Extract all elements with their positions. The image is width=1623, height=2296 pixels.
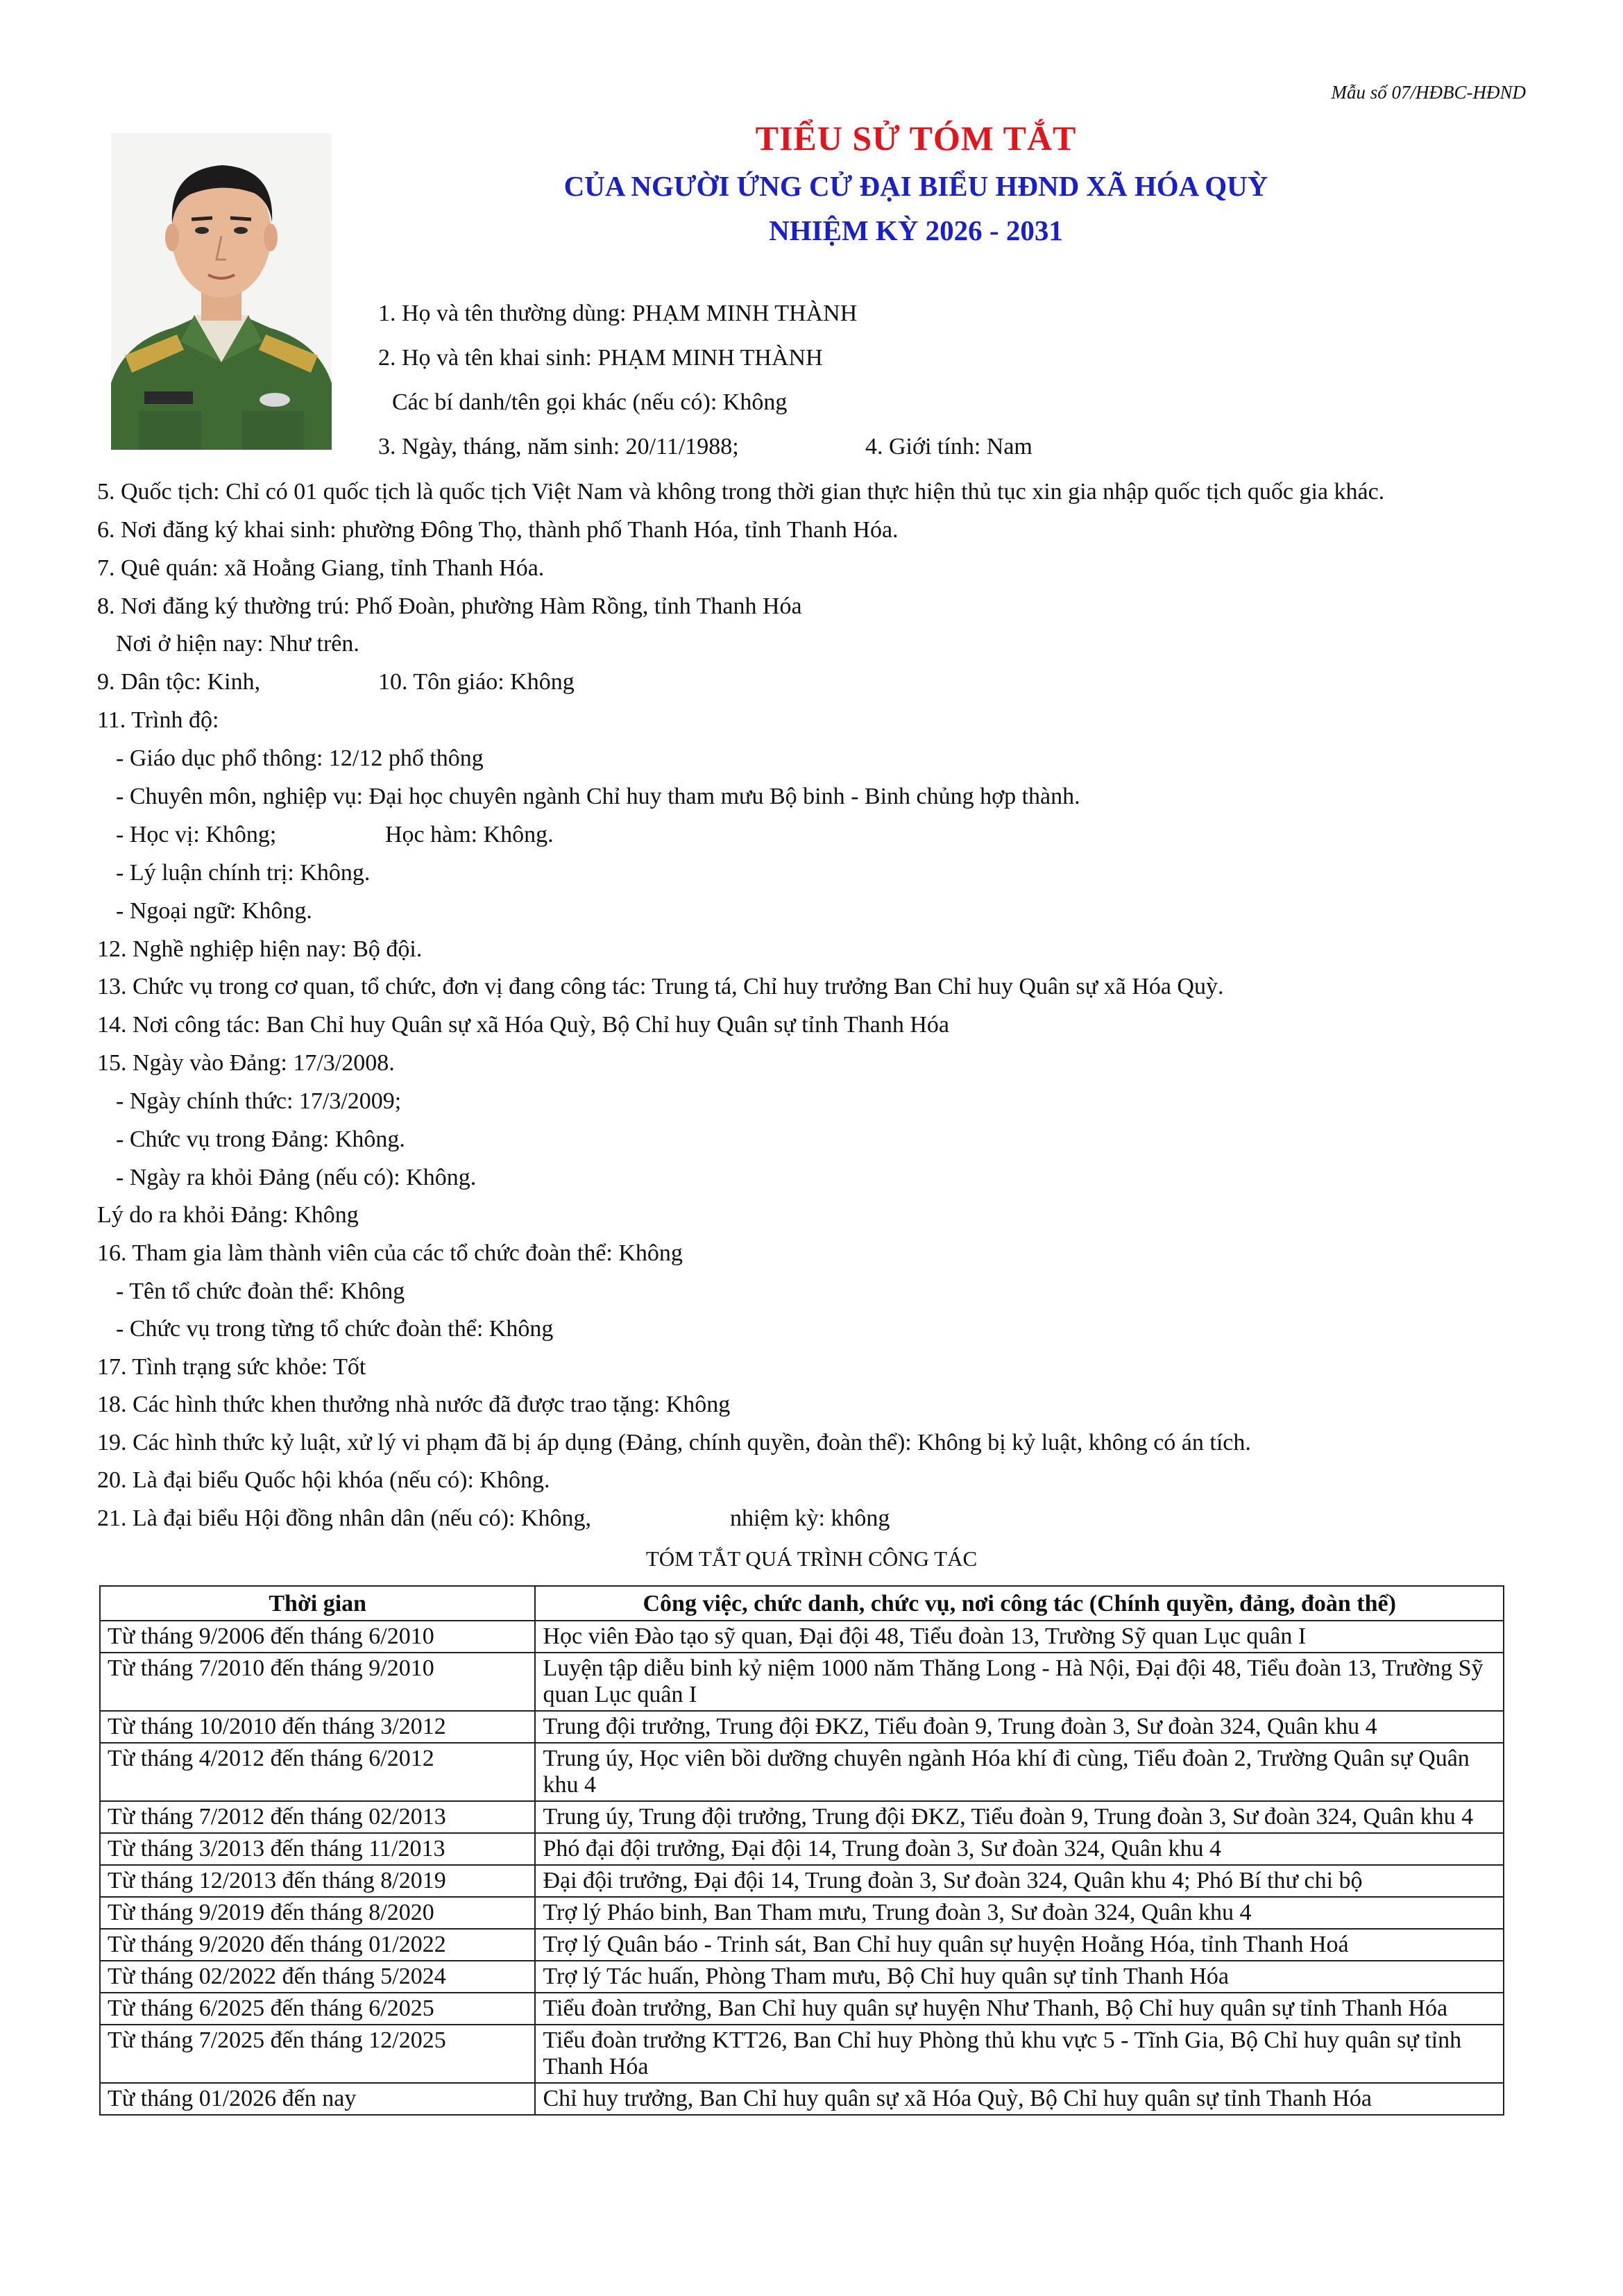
row-time: Từ tháng 7/2012 đến tháng 02/2013 bbox=[100, 1801, 535, 1833]
table-row bbox=[100, 1897, 1504, 1929]
table-row bbox=[100, 1621, 1504, 1653]
bio-line-15a: - Ngày chính thức: 17/3/2009; bbox=[116, 1088, 402, 1114]
bio-line-20: 20. Là đại biểu Quốc hội khóa (nếu có): Không. bbox=[97, 1467, 550, 1493]
row-position: Học viên Đào tạo sỹ quan, Đại đội 48, Tiểu đoàn 13, Trường Sỹ quan Lục quân I bbox=[535, 1621, 1504, 1653]
column-header-time: Thời gian bbox=[100, 1586, 535, 1621]
row-time: Từ tháng 6/2025 đến tháng 6/2025 bbox=[100, 1993, 535, 2025]
row-position: Tiểu đoàn trưởng, Ban Chỉ huy quân sự huyện Như Thanh, Bộ Chỉ huy quân sự tỉnh Thanh Hóa bbox=[535, 1993, 1504, 2025]
row-position: Đại đội trưởng, Đại đội 14, Trung đoàn 3, Sư đoàn 324, Quân khu 4; Phó Bí thư chi bộ bbox=[535, 1865, 1504, 1897]
row-time: Từ tháng 4/2012 đến tháng 6/2012 bbox=[100, 1743, 535, 1801]
table-row bbox=[100, 1801, 1504, 1833]
bio-line-12: 12. Nghề nghiệp hiện nay: Bộ đội. bbox=[97, 936, 423, 962]
bio-line-6: 6. Nơi đăng ký khai sinh: phường Đông Thọ, thành phố Thanh Hóa, tỉnh Thanh Hóa. bbox=[97, 517, 899, 543]
row-time: Từ tháng 7/2010 đến tháng 9/2010 bbox=[100, 1653, 535, 1711]
bio-line-21a: 21. Là đại biểu Hội đồng nhân dân (nếu có): Không, bbox=[97, 1505, 591, 1531]
form-code: Mẫu số 07/HĐBC-HĐND bbox=[1331, 82, 1526, 103]
row-position: Phó đại đội trưởng, Đại đội 14, Trung đoàn 3, Sư đoàn 324, Quân khu 4 bbox=[535, 1833, 1504, 1865]
career-table bbox=[99, 1585, 1504, 2116]
title-block bbox=[389, 118, 1443, 247]
row-time: Từ tháng 02/2022 đến tháng 5/2024 bbox=[100, 1961, 535, 1993]
bio-line-9: 9. Dân tộc: Kinh, bbox=[97, 669, 261, 695]
row-time: Từ tháng 9/2006 đến tháng 6/2010 bbox=[100, 1621, 535, 1653]
bio-line-11c1: - Học vị: Không; bbox=[116, 822, 277, 847]
bio-line-15: 15. Ngày vào Đảng: 17/3/2008. bbox=[97, 1050, 395, 1076]
bio-line-17: 17. Tình trạng sức khỏe: Tốt bbox=[97, 1354, 366, 1380]
bio-line-16: 16. Tham gia làm thành viên của các tổ chức đoàn thể: Không bbox=[97, 1240, 683, 1266]
bio-line-15c: - Ngày ra khỏi Đảng (nếu có): Không. bbox=[116, 1165, 477, 1190]
bio-line-19: 19. Các hình thức kỷ luật, xử lý vi phạm đã bị áp dụng (Đảng, chính quyền, đoàn thể): Không bị kỷ luật, không có án tích. bbox=[97, 1430, 1251, 1455]
bio-line-11c2: Học hàm: Không. bbox=[385, 822, 554, 847]
table-row bbox=[100, 1929, 1504, 1961]
bio-line-11: 11. Trình độ: bbox=[97, 707, 219, 733]
candidate-photo bbox=[111, 133, 332, 450]
career-header-row bbox=[100, 1586, 1504, 1621]
bio-line-15b: - Chức vụ trong Đảng: Không. bbox=[116, 1126, 405, 1152]
row-time: Từ tháng 12/2013 đến tháng 8/2019 bbox=[100, 1865, 535, 1897]
bio-line-3: 3. Ngày, tháng, năm sinh: 20/11/1988; bbox=[378, 434, 739, 459]
row-position: Trợ lý Pháo binh, Ban Tham mưu, Trung đoàn 3, Sư đoàn 324, Quân khu 4 bbox=[535, 1897, 1504, 1929]
row-time: Từ tháng 01/2026 đến nay bbox=[100, 2083, 535, 2115]
bio-line-15d: Lý do ra khỏi Đảng: Không bbox=[97, 1202, 359, 1228]
bio-line-11b: - Chuyên môn, nghiệp vụ: Đại học chuyên ngành Chỉ huy tham mưu Bộ binh - Binh chủng hợp thành. bbox=[116, 784, 1080, 809]
bio-line-8b: Nơi ở hiện nay: Như trên. bbox=[116, 631, 359, 657]
row-position: Trợ lý Quân báo - Trinh sát, Ban Chỉ huy quân sự huyện Hoằng Hóa, tỉnh Thanh Hoá bbox=[535, 1929, 1504, 1961]
bio-line-11d: - Lý luận chính trị: Không. bbox=[116, 860, 371, 886]
row-position: Trung đội trưởng, Trung đội ĐKZ, Tiểu đoàn 9, Trung đoàn 3, Sư đoàn 324, Quân khu 4 bbox=[535, 1711, 1504, 1743]
row-time: Từ tháng 7/2025 đến tháng 12/2025 bbox=[100, 2025, 535, 2083]
bio-line-21b: nhiệm kỳ: không bbox=[730, 1505, 890, 1531]
row-position: Trung úy, Trung đội trưởng, Trung đội ĐKZ, Tiểu đoàn 9, Trung đoàn 3, Sư đoàn 324, Quân khu 4 bbox=[535, 1801, 1504, 1833]
document-term: NHIỆM KỲ 2026 - 2031 bbox=[769, 214, 1063, 246]
table-row bbox=[100, 1993, 1504, 2025]
table-row bbox=[100, 2083, 1504, 2115]
bio-line-2b: Các bí danh/tên gọi khác (nếu có): Không bbox=[392, 389, 788, 415]
table-row bbox=[100, 1743, 1504, 1801]
table-row bbox=[100, 1833, 1504, 1865]
table-row bbox=[100, 1865, 1504, 1897]
bio-line-16a: - Tên tổ chức đoàn thể: Không bbox=[116, 1278, 405, 1304]
bio-line-13: 13. Chức vụ trong cơ quan, tổ chức, đơn vị đang công tác: Trung tá, Chỉ huy trưởng Ban Chỉ huy Quân sự xã Hóa Quỳ. bbox=[97, 974, 1224, 999]
row-time: Từ tháng 9/2019 đến tháng 8/2020 bbox=[100, 1897, 535, 1929]
document-title: TIỂU SỬ TÓM TẮT bbox=[755, 119, 1077, 158]
table-row bbox=[100, 1653, 1504, 1711]
bio-line-14: 14. Nơi công tác: Ban Chỉ huy Quân sự xã Hóa Quỳ, Bộ Chỉ huy Quân sự tỉnh Thanh Hóa bbox=[97, 1012, 950, 1038]
bio-line-11a: - Giáo dục phổ thông: 12/12 phổ thông bbox=[116, 745, 484, 771]
row-time: Từ tháng 3/2013 đến tháng 11/2013 bbox=[100, 1833, 535, 1865]
row-position: Trợ lý Tác huấn, Phòng Tham mưu, Bộ Chỉ huy quân sự tỉnh Thanh Hóa bbox=[535, 1961, 1504, 1993]
row-position: Trung úy, Học viên bồi dưỡng chuyên ngành Hóa khí đi cùng, Tiểu đoàn 2, Trường Quân sự Quân khu 4 bbox=[535, 1743, 1504, 1801]
row-time: Từ tháng 10/2010 đến tháng 3/2012 bbox=[100, 1711, 535, 1743]
bio-line-16b: - Chức vụ trong từng tổ chức đoàn thể: Không bbox=[116, 1316, 554, 1342]
bio-line-10: 10. Tôn giáo: Không bbox=[378, 669, 575, 695]
table-row bbox=[100, 1711, 1504, 1743]
bio-line-8: 8. Nơi đăng ký thường trú: Phố Đoàn, phường Hàm Rồng, tỉnh Thanh Hóa bbox=[97, 593, 802, 619]
row-position: Chỉ huy trưởng, Ban Chỉ huy quân sự xã Hóa Quỳ, Bộ Chỉ huy quân sự tỉnh Thanh Hóa bbox=[535, 2083, 1504, 2115]
career-caption: TÓM TẮT QUÁ TRÌNH CÔNG TÁC bbox=[645, 1546, 978, 1571]
bio-line-2: 2. Họ và tên khai sinh: PHẠM MINH THÀNH bbox=[378, 345, 823, 371]
bio-line-1: 1. Họ và tên thường dùng: PHẠM MINH THÀNH bbox=[378, 301, 858, 326]
row-position: Tiểu đoàn trưởng KTT26, Ban Chỉ huy Phòng thủ khu vực 5 - Tĩnh Gia, Bộ Chỉ huy quân sự tỉnh Thanh Hóa bbox=[535, 2025, 1504, 2083]
column-header-position: Công việc, chức danh, chức vụ, nơi công tác (Chính quyền, đảng, đoàn thể) bbox=[535, 1586, 1504, 1621]
table-row bbox=[100, 1961, 1504, 1993]
bio-line-7: 7. Quê quán: xã Hoằng Giang, tỉnh Thanh Hóa. bbox=[97, 555, 545, 581]
bio-line-18: 18. Các hình thức khen thưởng nhà nước đã được trao tặng: Không bbox=[97, 1392, 731, 1417]
bio-line-11e: - Ngoại ngữ: Không. bbox=[116, 898, 312, 924]
table-row bbox=[100, 2025, 1504, 2083]
bio-line-4: 4. Giới tính: Nam bbox=[865, 434, 1033, 459]
document-subtitle: CỦA NGƯỜI ỨNG CỬ ĐẠI BIỂU HĐND XÃ HÓA QUỲ bbox=[563, 170, 1268, 202]
bio-line-5: 5. Quốc tịch: Chỉ có 01 quốc tịch là quốc tịch Việt Nam và không trong thời gian thực hiện thủ tục xin gia nhập quốc tịch quốc gia khác. bbox=[97, 479, 1385, 505]
row-position: Luyện tập diễu binh kỷ niệm 1000 năm Thăng Long - Hà Nội, Đại đội 48, Tiểu đoàn 13, Trường Sỹ quan Lục quân I bbox=[535, 1653, 1504, 1711]
row-time: Từ tháng 9/2020 đến tháng 01/2022 bbox=[100, 1929, 535, 1961]
